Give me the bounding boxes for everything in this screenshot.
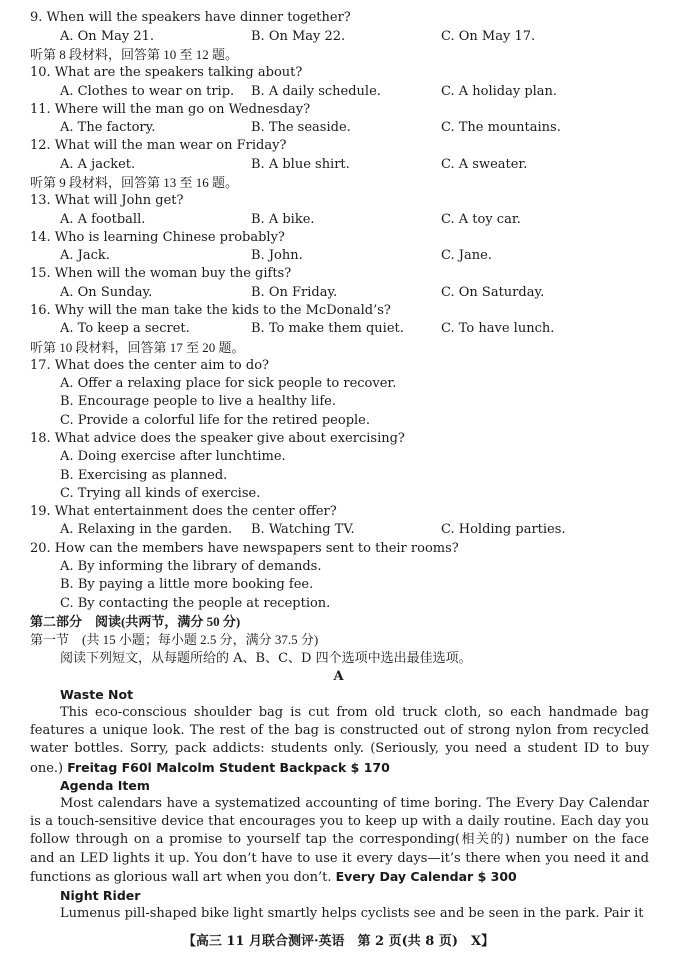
instruction: 阅读下列短文，从每题所给的 A、B、C、D 四个选项中选出最佳选项。 — [60, 651, 472, 666]
question-20: 20. How can the members have newspapers sent to their rooms? — [30, 541, 459, 556]
product-price: Freitag F60l Malcolm Student Backpack $ 170 — [67, 759, 390, 775]
question-13: 13. What will John get? — [30, 193, 184, 208]
option-a: A. The factory. — [60, 120, 156, 135]
passage-paragraph: Most calendars have a systematized accounting of time boring. The Every Day Calendar is a touch-sensitive device that encourages you to keep up with a daily routine. Each day you follow through on a promise to yourself tap the corresponding(相关的) number on the face and an LED lights it up. You don’t have to use it every days—it’s there when you need it and functions as glorious wall art when you don’t. Every Day Calendar $ 300 — [30, 796, 649, 885]
option-b: B. A bike. — [251, 212, 315, 227]
question-17: 17. What does the center aim to do? — [30, 358, 269, 373]
option-a: A. By informing the library of demands. — [60, 559, 322, 574]
options-row — [0, 156, 677, 174]
section-heading: 第一节 (共 15 小题；每小题 2.5 分，满分 37.5 分) — [30, 632, 319, 647]
option-a: A. A jacket. — [60, 157, 136, 172]
options-row — [0, 211, 677, 229]
option-c: C. Provide a colorful life for the retired people. — [60, 413, 371, 428]
page-footer: 【高三 11 月联合测评·英语 第 2 页(共 8 页) X】 — [182, 934, 495, 949]
option-c: C. To have lunch. — [441, 321, 555, 336]
question-14: 14. Who is learning Chinese probably? — [30, 230, 285, 245]
question-12: 12. What will the man wear on Friday? — [30, 138, 287, 153]
option-b: B. Watching TV. — [251, 522, 355, 537]
question-16: 16. Why will the man take the kids to the McDonald’s? — [30, 303, 391, 318]
option-c: C. On Saturday. — [441, 285, 545, 300]
option-b: B. John. — [251, 248, 303, 263]
option-c: C. Trying all kinds of exercise. — [60, 486, 261, 501]
question-9: 9. When will the speakers have dinner together? — [30, 10, 351, 25]
product-price: Every Day Calendar $ 300 — [335, 868, 517, 884]
section-heading: 听第 8 段材料，回答第 10 至 12 题。 — [30, 47, 239, 62]
option-b: B. By paying a little more booking fee. — [60, 577, 314, 592]
question-15: 15. When will the woman buy the gifts? — [30, 266, 292, 281]
question-10: 10. What are the speakers talking about? — [30, 65, 303, 80]
option-c: C. By contacting the people at reception. — [60, 596, 331, 611]
question-18: 18. What advice does the speaker give about exercising? — [30, 431, 405, 446]
options-row — [0, 284, 677, 302]
option-a: A. Clothes to wear on trip. — [60, 84, 235, 99]
section-heading: 听第 10 段材料，回答第 17 至 20 题。 — [30, 340, 245, 355]
question-19: 19. What entertainment does the center offer? — [30, 504, 337, 519]
options-row — [0, 320, 677, 338]
question-11: 11. Where will the man go on Wednesday? — [30, 102, 311, 117]
passage-heading: Agenda Item — [60, 778, 150, 793]
option-c: C. The mountains. — [441, 120, 561, 135]
option-c: C. Jane. — [441, 248, 492, 263]
passage-paragraph: This eco-conscious shoulder bag is cut from old truck cloth, so each handmade bag features a unique look. The rest of the bag is constructed out of strong nylon from recycled water bottles. Sorry, pack addicts: students only. (Seriously, you need a student ID to buy one.) Freitag F60l Malcolm Student Backpack $ 170 — [30, 705, 649, 776]
option-b: B. Exercising as planned. — [60, 468, 228, 483]
option-b: B. On Friday. — [251, 285, 338, 300]
options-row — [0, 247, 677, 265]
option-a: A. Doing exercise after lunchtime. — [60, 449, 286, 464]
option-c: C. A toy car. — [441, 212, 521, 227]
options-row — [0, 119, 677, 137]
option-b: B. Encourage people to live a healthy life. — [60, 394, 336, 409]
option-b: B. To make them quiet. — [251, 321, 404, 336]
option-a: A. Jack. — [60, 248, 110, 263]
option-b: B. On May 22. — [251, 29, 346, 44]
option-c: C. On May 17. — [441, 29, 536, 44]
option-c: C. A sweater. — [441, 157, 528, 172]
option-a: A. Offer a relaxing place for sick people to recover. — [60, 376, 397, 391]
options-row — [0, 28, 677, 46]
option-a: A. Relaxing in the garden. — [60, 522, 233, 537]
section-heading: 听第 9 段材料，回答第 13 至 16 题。 — [30, 175, 239, 190]
option-a: A. A football. — [60, 212, 146, 227]
option-c: C. Holding parties. — [441, 522, 566, 537]
option-a: A. To keep a secret. — [60, 321, 190, 336]
passage-heading: Waste Not — [60, 687, 134, 702]
passage-letter: A — [333, 669, 344, 684]
option-b: B. A blue shirt. — [251, 157, 350, 172]
option-b: B. A daily schedule. — [251, 84, 381, 99]
options-row — [0, 521, 677, 539]
option-a: A. On Sunday. — [60, 285, 153, 300]
passage-paragraph: Lumenus pill-shaped bike light smartly helps cyclists see and be seen in the park. Pair it — [60, 906, 644, 921]
option-c: C. A holiday plan. — [441, 84, 558, 99]
options-row — [0, 83, 677, 101]
passage-heading: Night Rider — [60, 888, 141, 903]
option-b: B. The seaside. — [251, 120, 351, 135]
part-title: 第二部分 阅读(共两节，满分 50 分) — [30, 614, 241, 629]
option-a: A. On May 21. — [60, 29, 155, 44]
